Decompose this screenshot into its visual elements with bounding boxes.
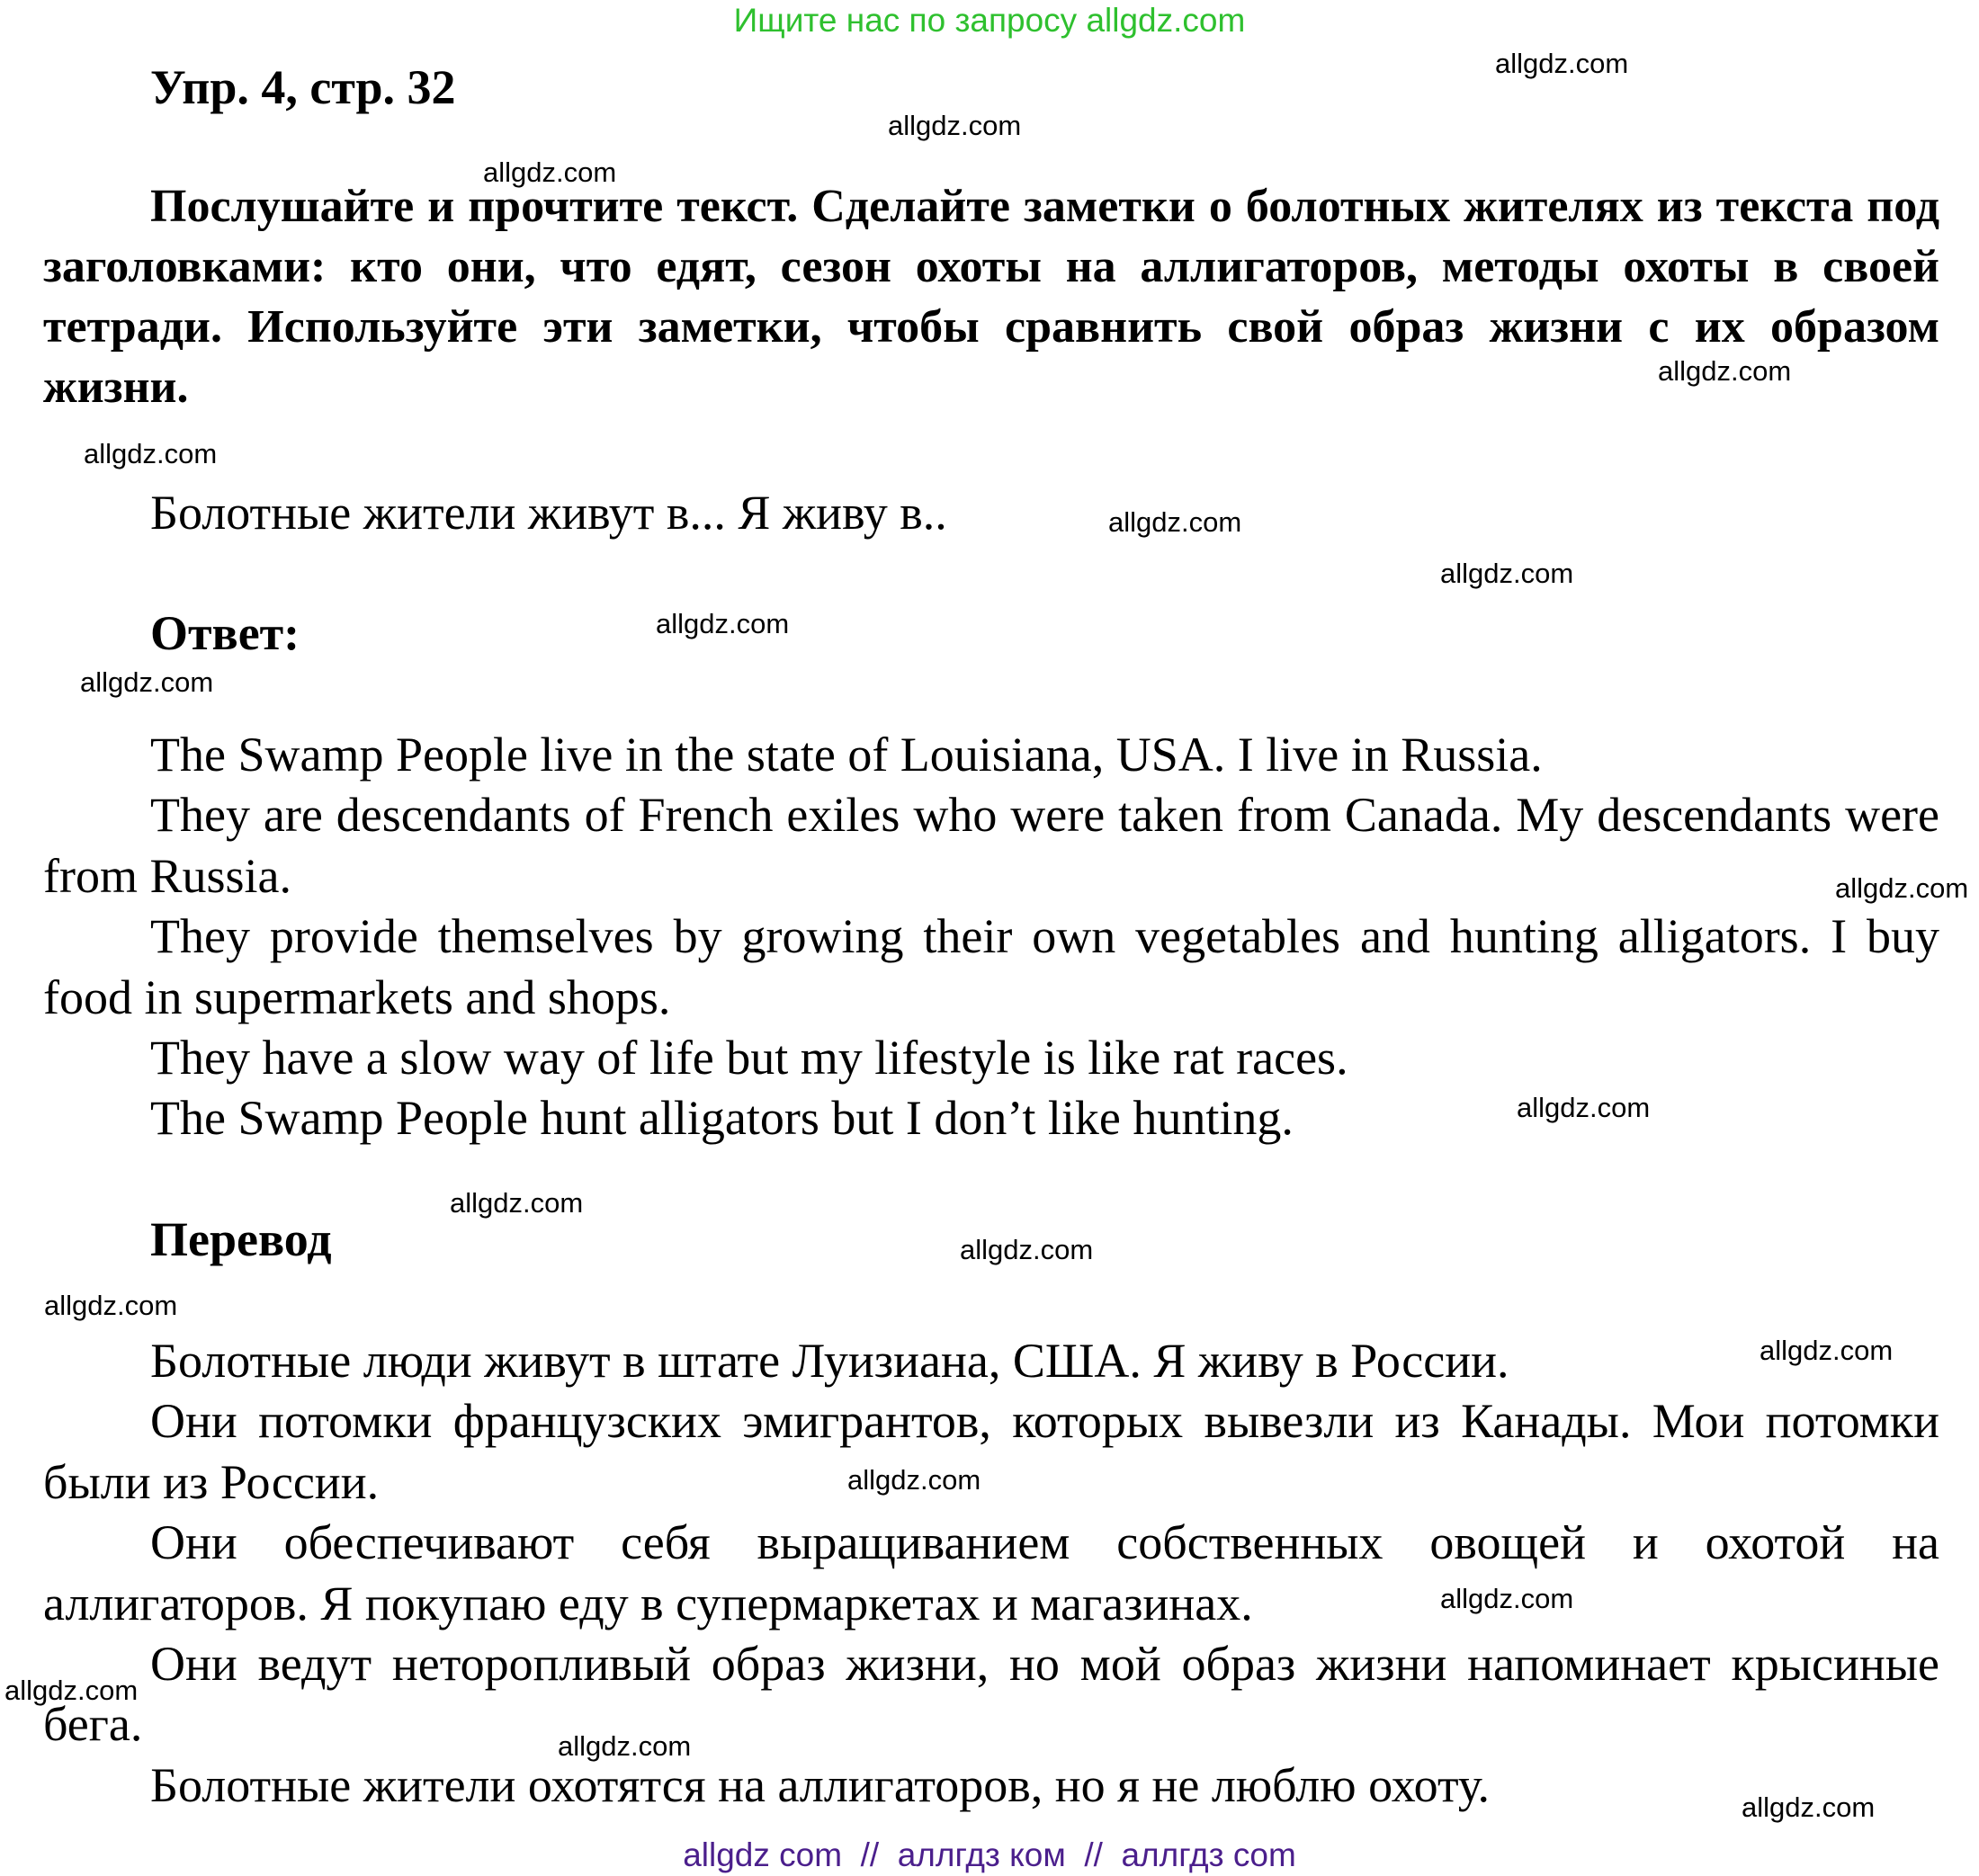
watermark: allgdz.com (483, 156, 617, 188)
answer-paragraph: They provide themselves by growing their own vegetables and hunting alligators. I buy food in supermarkets and shops. (43, 909, 1939, 1024)
answer-paragraph: They are descendants of French exiles who were taken from Canada. My descendants were from Russia. (43, 788, 1939, 903)
task-instructions: Послушайте и прочтите текст. Сделайте заметки о болотных жителях из текста под заголовками: кто они, что едят, сезон охоты на аллигаторов, методы охоты в своей тетради. Используйте эти заметки, чтобы сравнить свой образ жизни с их образом жизни. (43, 181, 1939, 413)
watermark: allgdz.com (558, 1730, 692, 1762)
footer-links[interactable]: allgdz com // аллгдз ком // аллгдз com (683, 1836, 1296, 1873)
prompt-text: Болотные жители живут в... Я живу в.. (150, 486, 947, 540)
translation-paragraph: Болотные люди живут в штате Луизиана, США. Я живу в России. (150, 1334, 1509, 1388)
translation-paragraph: Они обеспечивают себя выращиванием собственных овощей и охотой на аллигаторов. Я покупаю еду в супермаркетах и магазинах. (43, 1515, 1939, 1630)
watermark: allgdz.com (84, 438, 218, 469)
watermark: allgdz.com (888, 110, 1022, 141)
watermark: allgdz.com (4, 1675, 139, 1706)
translation-text (43, 1331, 1939, 1816)
answer-paragraph: They have a slow way of life but my lifestyle is like rat races. (150, 1031, 1348, 1085)
watermark: allgdz.com (1440, 558, 1574, 589)
translation-label: Перевод (150, 1212, 332, 1266)
answer-paragraph: The Swamp People live in the state of Louisiana, USA. I live in Russia. (150, 728, 1543, 782)
answer-paragraph: The Swamp People hunt alligators but I don’t like hunting. (150, 1091, 1294, 1146)
translation-paragraph: Болотные жители охотятся на аллигаторов, но я не люблю охоту. (150, 1757, 1490, 1812)
translation-paragraph: Они потомки французских эмигрантов, которых вывезли из Канады. Мои потомки были из России. (43, 1394, 1939, 1509)
watermark: allgdz.com (44, 1290, 178, 1321)
watermark: allgdz.com (847, 1464, 981, 1496)
watermark: allgdz.com (1835, 872, 1969, 904)
watermark: allgdz.com (1495, 48, 1629, 79)
answer-text (43, 725, 1939, 1149)
watermark: allgdz.com (80, 666, 214, 698)
top-banner[interactable]: Ищите нас по запросу allgdz.com (733, 2, 1246, 39)
watermark: allgdz.com (1440, 1583, 1574, 1614)
watermark: allgdz.com (1517, 1092, 1651, 1123)
watermark: allgdz.com (960, 1234, 1094, 1265)
watermark: allgdz.com (656, 608, 790, 639)
watermark: allgdz.com (1742, 1791, 1876, 1823)
translation-paragraph: Они ведут неторопливый образ жизни, но мой образ жизни напоминает крысиные бега. (43, 1637, 1939, 1752)
watermark: allgdz.com (1760, 1335, 1894, 1366)
watermark: allgdz.com (450, 1187, 584, 1219)
answer-label: Ответ: (150, 606, 300, 660)
watermark: allgdz.com (1108, 506, 1242, 538)
exercise-heading: Упр. 4, стр. 32 (150, 60, 456, 114)
watermark: allgdz.com (1658, 355, 1792, 387)
